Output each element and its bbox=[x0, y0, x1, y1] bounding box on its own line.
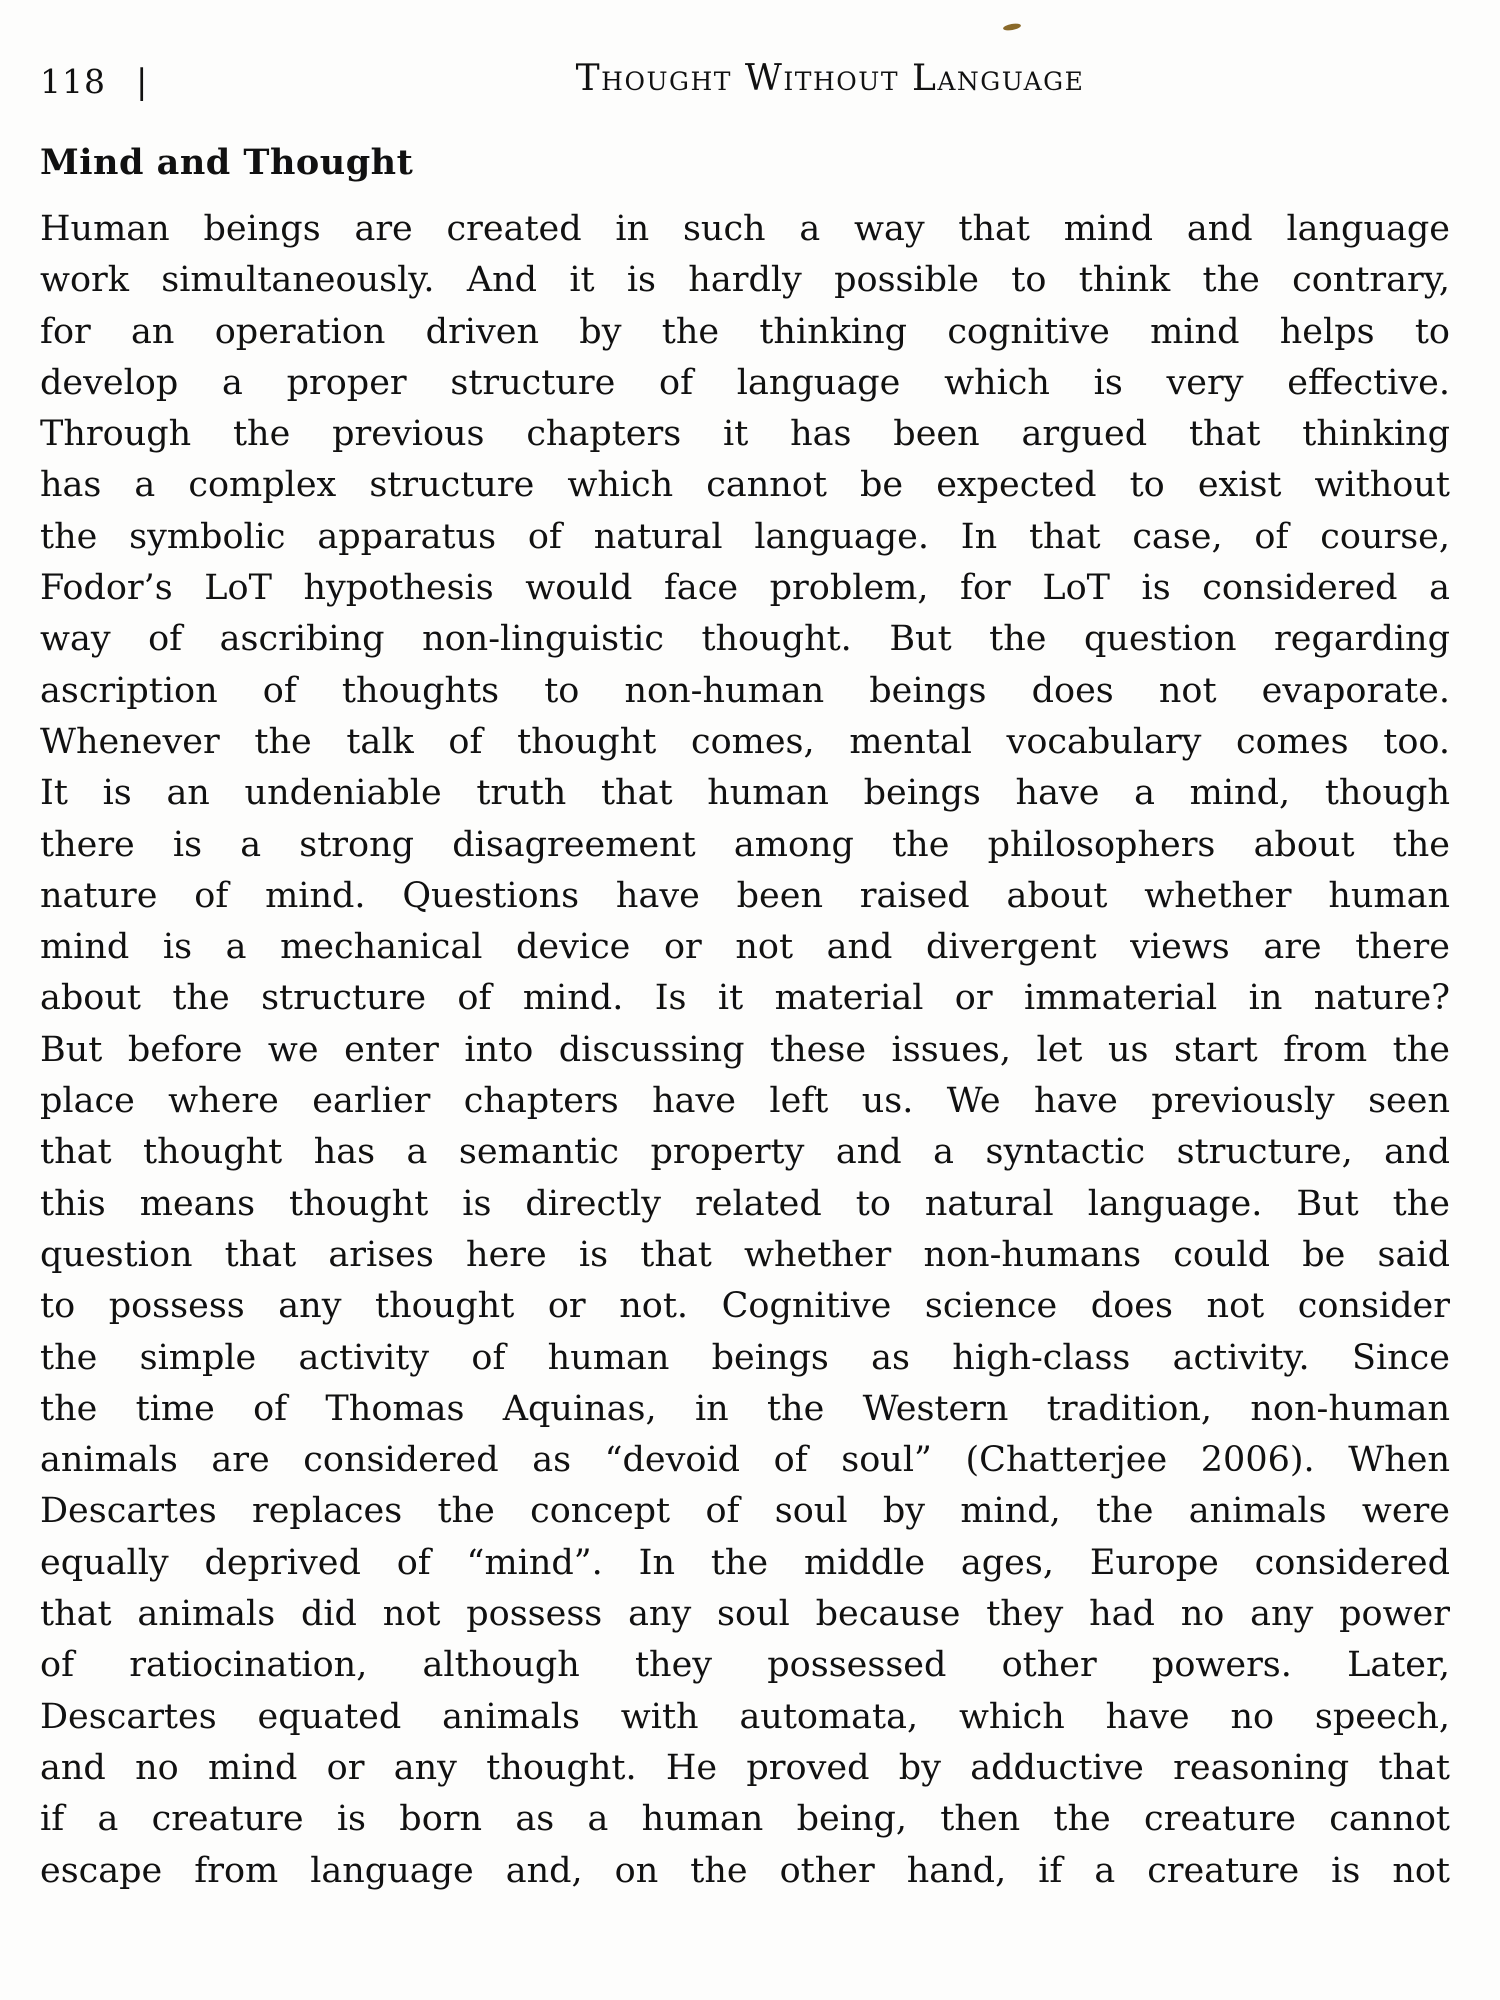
text-line: Descartes replaces the concept of soul by mind, the animals were bbox=[40, 1491, 1450, 1532]
text-line: this means thought is directly related to natural language. But the bbox=[40, 1183, 1450, 1224]
text-line: the time of Thomas Aquinas, in the Western tradition, non-human bbox=[40, 1388, 1450, 1429]
text-line: that animals did not possess any soul because they had no any power bbox=[40, 1594, 1450, 1635]
text-line: mind is a mechanical device or not and divergent views are there bbox=[40, 927, 1450, 968]
text-line: the simple activity of human beings as high-class activity. Since bbox=[40, 1337, 1450, 1378]
text-line: ascription of thoughts to non-human beings does not evaporate. bbox=[40, 670, 1450, 711]
header-separator: | bbox=[136, 62, 148, 102]
section-heading: Mind and Thought bbox=[40, 142, 414, 183]
text-line: It is an undeniable truth that human beings have a mind, though bbox=[40, 773, 1450, 814]
text-line: Whenever the talk of thought comes, mental vocabulary comes too. bbox=[40, 721, 1450, 762]
text-line: Through the previous chapters it has been argued that thinking bbox=[40, 414, 1450, 455]
text-line: develop a proper structure of language which is very effective. bbox=[40, 362, 1450, 403]
text-line: has a complex structure which cannot be expected to exist without bbox=[40, 465, 1450, 506]
body-paragraph bbox=[40, 204, 1450, 1897]
print-speck bbox=[1003, 22, 1022, 31]
text-line: nature of mind. Questions have been raised about whether human bbox=[40, 875, 1450, 916]
text-line: animals are considered as “devoid of soul” (Chatterjee 2006). When bbox=[40, 1440, 1450, 1481]
text-line: to possess any thought or not. Cognitive science does not consider bbox=[40, 1286, 1450, 1327]
text-line: the symbolic apparatus of natural language. In that case, of course, bbox=[40, 516, 1450, 557]
text-line: place where earlier chapters have left us. We have previously seen bbox=[40, 1081, 1450, 1122]
text-line: and no mind or any thought. He proved by adductive reasoning that bbox=[40, 1747, 1450, 1788]
text-line: work simultaneously. And it is hardly possible to think the contrary, bbox=[40, 260, 1450, 301]
text-line: if a creature is born as a human being, then the creature cannot bbox=[40, 1799, 1450, 1840]
text-line: of ratiocination, although they possessed other powers. Later, bbox=[40, 1645, 1450, 1686]
text-line: Descartes equated animals with automata, which have no speech, bbox=[40, 1696, 1450, 1737]
text-line: equally deprived of “mind”. In the middle ages, Europe considered bbox=[40, 1542, 1450, 1583]
text-line: Human beings are created in such a way that mind and language bbox=[40, 209, 1450, 249]
text-line: there is a strong disagreement among the philosophers about the bbox=[40, 824, 1450, 865]
page-header bbox=[40, 58, 1460, 108]
text-line: escape from language and, on the other hand, if a creature is not bbox=[40, 1850, 1450, 1891]
text-line: way of ascribing non-linguistic thought. But the question regarding bbox=[40, 619, 1450, 660]
page-number: 118 bbox=[40, 62, 106, 101]
text-line: that thought has a semantic property and a syntactic structure, and bbox=[40, 1132, 1450, 1173]
text-line: question that arises here is that whether non-humans could be said bbox=[40, 1234, 1450, 1275]
text-line: for an operation driven by the thinking cognitive mind helps to bbox=[40, 311, 1450, 352]
text-line: Fodor’s LoT hypothesis would face problem, for LoT is considered a bbox=[40, 568, 1450, 609]
running-title: Thought Without Language bbox=[575, 58, 1085, 99]
text-line: about the structure of mind. Is it material or immaterial in nature? bbox=[40, 978, 1450, 1019]
text-line: But before we enter into discussing these issues, let us start from the bbox=[40, 1029, 1450, 1070]
